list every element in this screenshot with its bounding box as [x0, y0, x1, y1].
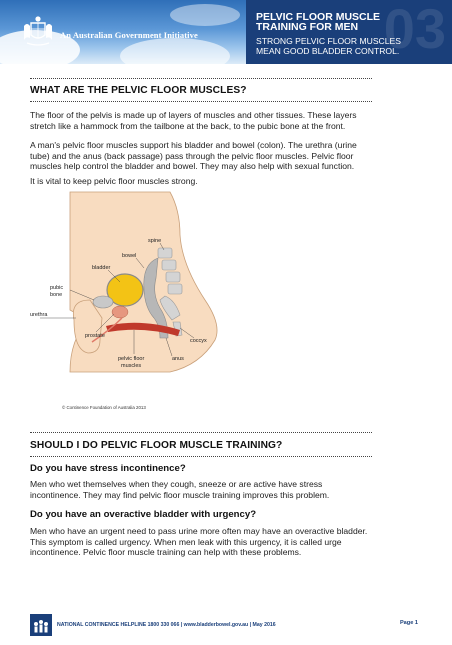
section-divider	[30, 456, 372, 457]
paragraph-overactive-bladder: Men who have an urgent need to pass urine more often may have an overactive bladder. This symptom is called urgency. When men leak with this urgency, it is called urge incontinence. Pelvic floor muscle training can help with these problems.	[30, 526, 368, 558]
header-sky-banner	[0, 0, 246, 64]
label-bladder: bladder	[92, 265, 111, 271]
question-overactive-bladder: Do you have an overactive bladder with urgency?	[30, 509, 257, 520]
label-anus: anus	[172, 356, 184, 362]
coat-of-arms-icon	[22, 14, 54, 48]
helpline-logo-icon	[30, 614, 52, 636]
document-title: PELVIC FLOOR MUSCLE TRAINING FOR MEN	[256, 11, 381, 33]
label-pubic: pubic	[50, 285, 64, 291]
government-initiative-text: An Australian Government Initiative	[60, 30, 198, 40]
label-bone: bone	[50, 292, 63, 298]
section-divider	[30, 101, 372, 102]
page-footer	[30, 614, 422, 634]
prostate-shape	[112, 306, 128, 318]
paragraph-pelvis: The floor of the pelvis is made up of layers of muscles and other tissues. These layers stretch like a hammock from the tailbone at the back, to the pubic bone at the front.	[30, 110, 357, 131]
label-pelvic-floor: pelvic floor	[118, 356, 145, 362]
page-header	[0, 0, 452, 64]
label-spine: spine	[148, 238, 162, 244]
header-number-watermark: 03	[383, 0, 446, 60]
section-heading-should-i: SHOULD I DO PELVIC FLOOR MUSCLE TRAINING?	[30, 440, 283, 451]
pelvic-anatomy-diagram	[30, 190, 260, 410]
label-muscles: muscles	[121, 363, 142, 369]
label-coccyx: coccyx	[190, 338, 207, 344]
header-title-panel	[246, 0, 452, 64]
section-divider	[30, 432, 372, 433]
section-heading-pelvic-floor: WHAT ARE THE PELVIC FLOOR MUSCLES?	[30, 85, 247, 96]
paragraph-mens-muscles: A man's pelvic floor muscles support his bladder and bowel (colon). The urethra (urine tube) and the anus (back passage) pass through the pelvic floor muscles. Pelvic floor muscles help control the bladder and bowel. They may also help with sexual function.	[30, 140, 357, 172]
question-stress-incontinence: Do you have stress incontinence?	[30, 463, 186, 474]
paragraph-stress-incontinence: Men who wet themselves when they cough, sneeze or are active have stress incontinence. They may find pelvic floor muscle training improves this problem.	[30, 479, 330, 500]
label-bowel: bowel	[122, 253, 137, 259]
page-number: Page 1	[399, 620, 418, 626]
label-prostate: prostate	[85, 333, 105, 339]
footer-helpline-text: NATIONAL CONTINENCE HELPLINE 1800 330 066 | www.bladderbowel.gov.au | May 2016	[57, 622, 276, 628]
document-subtitle: STRONG PELVIC FLOOR MUSCLES MEAN GOOD BLADDER CONTROL.	[256, 36, 402, 56]
paragraph-keep-strong: It is vital to keep pelvic floor muscles strong.	[30, 176, 198, 186]
diagram-copyright: © Continence Foundation of Australia 2013	[62, 405, 146, 410]
section-divider	[30, 78, 372, 79]
label-urethra: urethra	[30, 312, 48, 318]
pubic-bone-shape	[93, 296, 113, 308]
